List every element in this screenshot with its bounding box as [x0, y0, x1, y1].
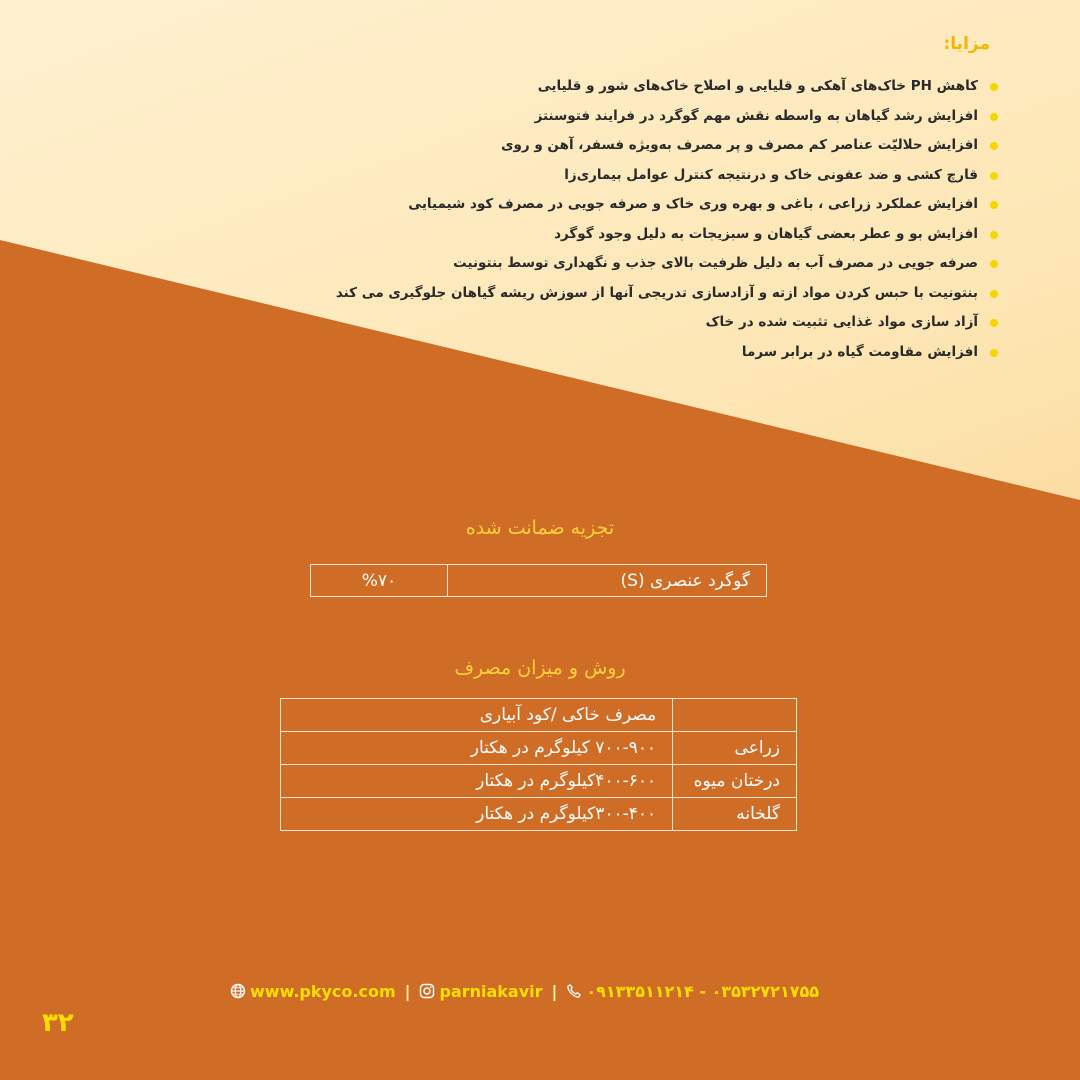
list-item [340, 190, 1000, 220]
phone-numbers: ۰۹۱۳۳۵۱۱۲۱۴ - ۰۳۵۳۲۷۲۱۷۵۵ [586, 981, 819, 1001]
phone-icon [566, 983, 582, 999]
bullet-dot-icon [990, 142, 998, 150]
bullet-dot-icon [990, 113, 998, 121]
bullet-dot-icon [990, 349, 998, 357]
list-item [340, 338, 1000, 368]
crop-cell: درختان میوه [673, 765, 797, 798]
benefit-text: کاهش PH خاک‌های آهکی و قلیایی و اصلاح خاک‌های شور و قلیایی [537, 78, 978, 94]
page-number: ۳۲ [42, 1008, 74, 1038]
method-header-cell: مصرف خاکی /کود آبیاری [281, 699, 673, 732]
list-item [340, 72, 1000, 102]
list-item [340, 131, 1000, 161]
benefit-text: صرفه جویی در مصرف آب به دلیل ظرفیت بالای جذب و نگهداری توسط بنتونیت [453, 255, 978, 271]
table-row [281, 798, 797, 831]
table-row [311, 565, 767, 597]
benefits-list [335, 72, 1000, 367]
bullet-dot-icon [990, 231, 998, 239]
amount-cell: ۴۰۰-۶۰۰کیلوگرم در هکتار [281, 765, 673, 798]
table-row [281, 732, 797, 765]
amount-cell: ۳۰۰-۴۰۰کیلوگرم در هکتار [281, 798, 673, 831]
crop-header-cell [673, 699, 797, 732]
table-header-row [281, 699, 797, 732]
benefit-text: افزایش حلالیّت عناصر کم مصرف و پر مصرف به‌ویژه فسفر، آهن و روی [501, 137, 978, 153]
amount-cell: ۷۰۰-۹۰۰ کیلوگرم در هکتار [281, 732, 673, 765]
list-item [340, 102, 1000, 132]
bullet-dot-icon [990, 290, 998, 298]
bullet-dot-icon [990, 172, 998, 180]
benefit-text: قارچ کشی و ضد عفونی خاک و درنتیجه کنترل عوامل بیماری‌زا [564, 166, 978, 183]
benefit-text: بنتونیت با حبس کردن مواد ازته و آزادسازی تدریجی آنها از سوزش ریشه گیاهان جلوگیری می کند [335, 284, 978, 301]
contact-footer [230, 978, 850, 1004]
bullet-dot-icon [990, 83, 998, 91]
bullet-dot-icon [990, 319, 998, 327]
footer-separator: | [404, 981, 411, 1001]
list-item [340, 161, 1000, 191]
list-item [335, 279, 1000, 309]
benefits-title: مزایا: [943, 34, 990, 54]
globe-icon [230, 983, 246, 999]
crop-cell: زراعی [673, 732, 797, 765]
analysis-value-cell: %۷۰ [311, 565, 448, 597]
instagram-icon [419, 983, 435, 999]
list-item [340, 220, 1000, 250]
crop-cell: گلخانه [673, 798, 797, 831]
table-row [281, 765, 797, 798]
usage-title: روش و میزان مصرف [454, 657, 626, 679]
benefit-text: افزایش مقاومت گیاه در برابر سرما [741, 343, 978, 360]
analysis-title: تجزیه ضمانت شده [465, 517, 615, 539]
analysis-table [310, 564, 767, 597]
benefit-text: افزایش بو و عطر بعضی گیاهان و سبزیجات به دلیل وجود گوگرد [554, 225, 978, 242]
instagram-handle[interactable]: parniakavir [439, 981, 543, 1001]
list-item [340, 249, 1000, 279]
benefit-text: آزاد سازی مواد غذایی تثبیت شده در خاک [705, 314, 978, 330]
benefit-text: افزایش رشد گیاهان به واسطه نقش مهم گوگرد در فرایند فتوسنتز [534, 107, 978, 124]
usage-table [280, 698, 797, 831]
bullet-dot-icon [990, 201, 998, 209]
website-link[interactable]: www.pkyco.com [250, 981, 396, 1001]
bullet-dot-icon [990, 260, 998, 268]
footer-separator: | [551, 981, 558, 1001]
list-item [340, 308, 1000, 338]
benefit-text: افزایش عملکرد زراعی ، باغی و بهره وری خاک و صرفه جویی در مصرف کود شیمیایی [408, 196, 978, 212]
analysis-label-cell: گوگرد عنصری (S) [447, 565, 766, 597]
